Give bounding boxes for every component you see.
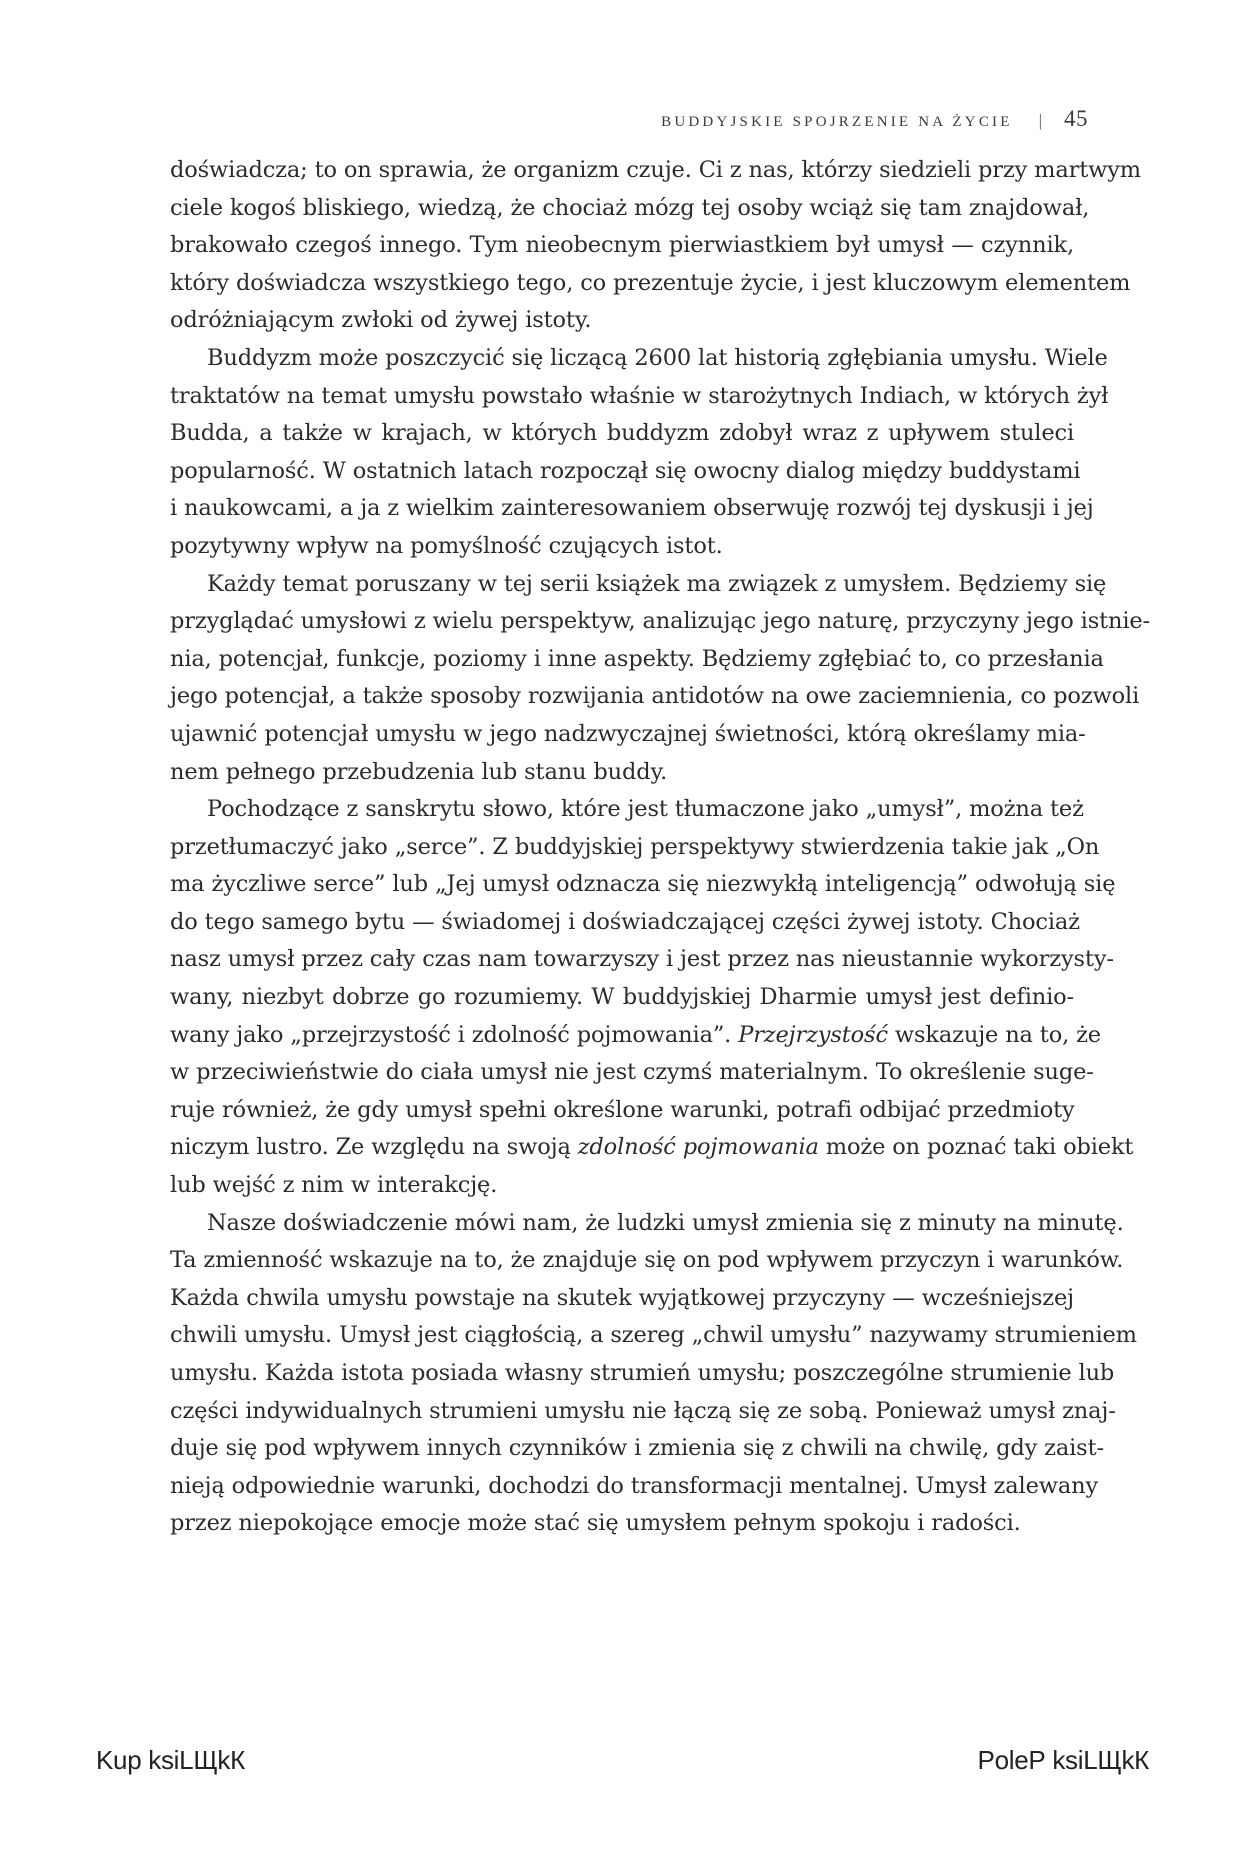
text-line: nem pełnego przebudzenia lub stanu buddy. (170, 758, 668, 785)
text-line-before: wany jako „przejrzystość i zdolność pojmowania”. (170, 1021, 739, 1048)
text-line: który doświadcza wszystkiego tego, co prezentuje życie, i jest kluczowym elementem (170, 269, 1131, 296)
text-line: przetłumaczyć jako „serce”. Z buddyjskiej perspektywy stwierdzenia takie jak „On (170, 833, 1100, 860)
text-line: przez niepokojące emocje może stać się umysłem pełnym spokoju i radości. (170, 1510, 1021, 1537)
header-separator: | (1038, 111, 1042, 130)
text-line: nia, potencjał, funkcje, poziomy i inne aspekty. Będziemy zgłębiać to, co przesłania (170, 645, 1104, 672)
text-line: nieją odpowiednie warunki, dochodzi do transformacji mentalnej. Umysł zalewany (170, 1472, 1099, 1499)
text-line: Budda, a także w krajach, w których buddyzm zdobył wraz z upływem stuleci (170, 420, 1074, 447)
text-line (170, 1129, 1134, 1167)
text-line: doświadcza; to on sprawia, że organizm czuje. Ci z nas, którzy siedzieli przy martwym (170, 157, 1141, 183)
text-line: nasz umysł przez cały czas nam towarzyszy i jest przez nas nieustannie wykorzysty- (170, 946, 1114, 973)
text-line: odróżniającym zwłoki od żywej istoty. (170, 307, 592, 334)
text-line: przyglądać umysłowi z wielu perspektyw, analizując jego naturę, przyczyny jego istnie- (170, 608, 1151, 635)
text-line: chwili umysłu. Umysł jest ciągłością, a szereg „chwil umysłu” nazywamy strumieniem (170, 1322, 1137, 1349)
text-line: Buddyzm może poszczycić się liczącą 2600 lat historią zgłębiania umysłu. Wiele (207, 344, 1108, 371)
text-line: duje się pod wpływem innych czynników i zmienia się z chwili na chwilę, gdy zaist- (170, 1435, 1104, 1462)
text-line: pozytywny wpływ na pomyślność czujących istot. (170, 532, 723, 559)
text-line: części indywidualnych strumieni umysłu nie łączą się ze sobą. Ponieważ umysł znaj- (170, 1397, 1116, 1424)
text-line: ujawnić potencjał umysłu w jego nadzwyczajnej świetności, którą określamy mia- (170, 720, 1086, 747)
text-line-before: niczym lustro. Ze względu na swoją (170, 1134, 578, 1161)
italic-term: Przejrzystość (738, 1021, 888, 1048)
page-number: 45 (1064, 106, 1088, 131)
text-line: w przeciwieństwie do ciała umysł nie jest czymś materialnym. To określenie suge- (170, 1059, 1094, 1086)
text-line (170, 1017, 1101, 1055)
italic-term: zdolność pojmowania (577, 1134, 819, 1161)
text-line: umysłu. Każda istota posiada własny strumień umysłu; poszczególne strumienie lub (170, 1360, 1115, 1386)
text-line: Każda chwila umysłu powstaje na skutek wyjątkowej przyczyny — wcześniejszej (170, 1284, 1074, 1311)
text-line: Ta zmienność wskazuje na to, że znajduje się on pod wpływem przyczyn i warunków. (170, 1247, 1124, 1274)
text-line: popularność. W ostatnich latach rozpoczął się owocny dialog między buddystami (170, 457, 1081, 484)
text-line-after: wskazuje na to, że (887, 1021, 1101, 1048)
text-line: Pochodzące z sanskrytu słowo, które jest tłumaczone jako „umysł”, można też (207, 796, 1084, 823)
running-title: BUDDYJSKIE SPOJRZENIE NA ŻYCIE (661, 114, 1013, 130)
text-line: wany, niezbyt dobrze go rozumiemy. W buddyjskiej Dharmie umysł jest definio- (170, 984, 1074, 1011)
text-line: ciele kogoś bliskiego, wiedzą, że chociaż mózg tej osoby wciąż się tam znajdował, (170, 194, 1090, 221)
text-line: ruje również, że gdy umysł spełni określone warunki, potrafi odbijać przedmioty (170, 1096, 1075, 1123)
text-line: jego potencjał, a także sposoby rozwijania antidotów na owe zaciemnienia, co pozwoli (170, 683, 1140, 710)
text-line: brakowało czegoś innego. Tym nieobecnym pierwiastkiem był umysł — czynnik, (170, 232, 1074, 259)
text-line-after: może on poznać taki obiekt (818, 1134, 1134, 1161)
body-text (170, 152, 1151, 1543)
text-line: traktatów na temat umysłu powstało właśnie w starożytnych Indiach, w których żył (170, 382, 1109, 409)
buy-book-link[interactable]: Kup ksiLЩkК (96, 1745, 245, 1775)
text-line: ma życzliwe serce” lub „Jej umysł odznacza się niezwykłą inteligencją” odwołują się (170, 871, 1116, 898)
text-line: lub wejść z nim w interakcję. (170, 1172, 498, 1199)
text-line: i naukowcami, a ja z wielkim zainteresowaniem obserwuję rozwój tej dyskusji i jej (170, 495, 1094, 522)
running-head (661, 106, 1088, 132)
text-line: Każdy temat poruszany w tej serii książek ma związek z umysłem. Będziemy się (207, 570, 1107, 597)
text-line: do tego samego bytu — świadomej i doświadczającej części żywej istoty. Chociaż (170, 908, 1080, 935)
text-line: Nasze doświadczenie mówi nam, że ludzki umysł zmienia się z minuty na minutę. (207, 1209, 1124, 1236)
recommend-book-link[interactable]: PoleР ksiLЩkК (977, 1745, 1149, 1775)
